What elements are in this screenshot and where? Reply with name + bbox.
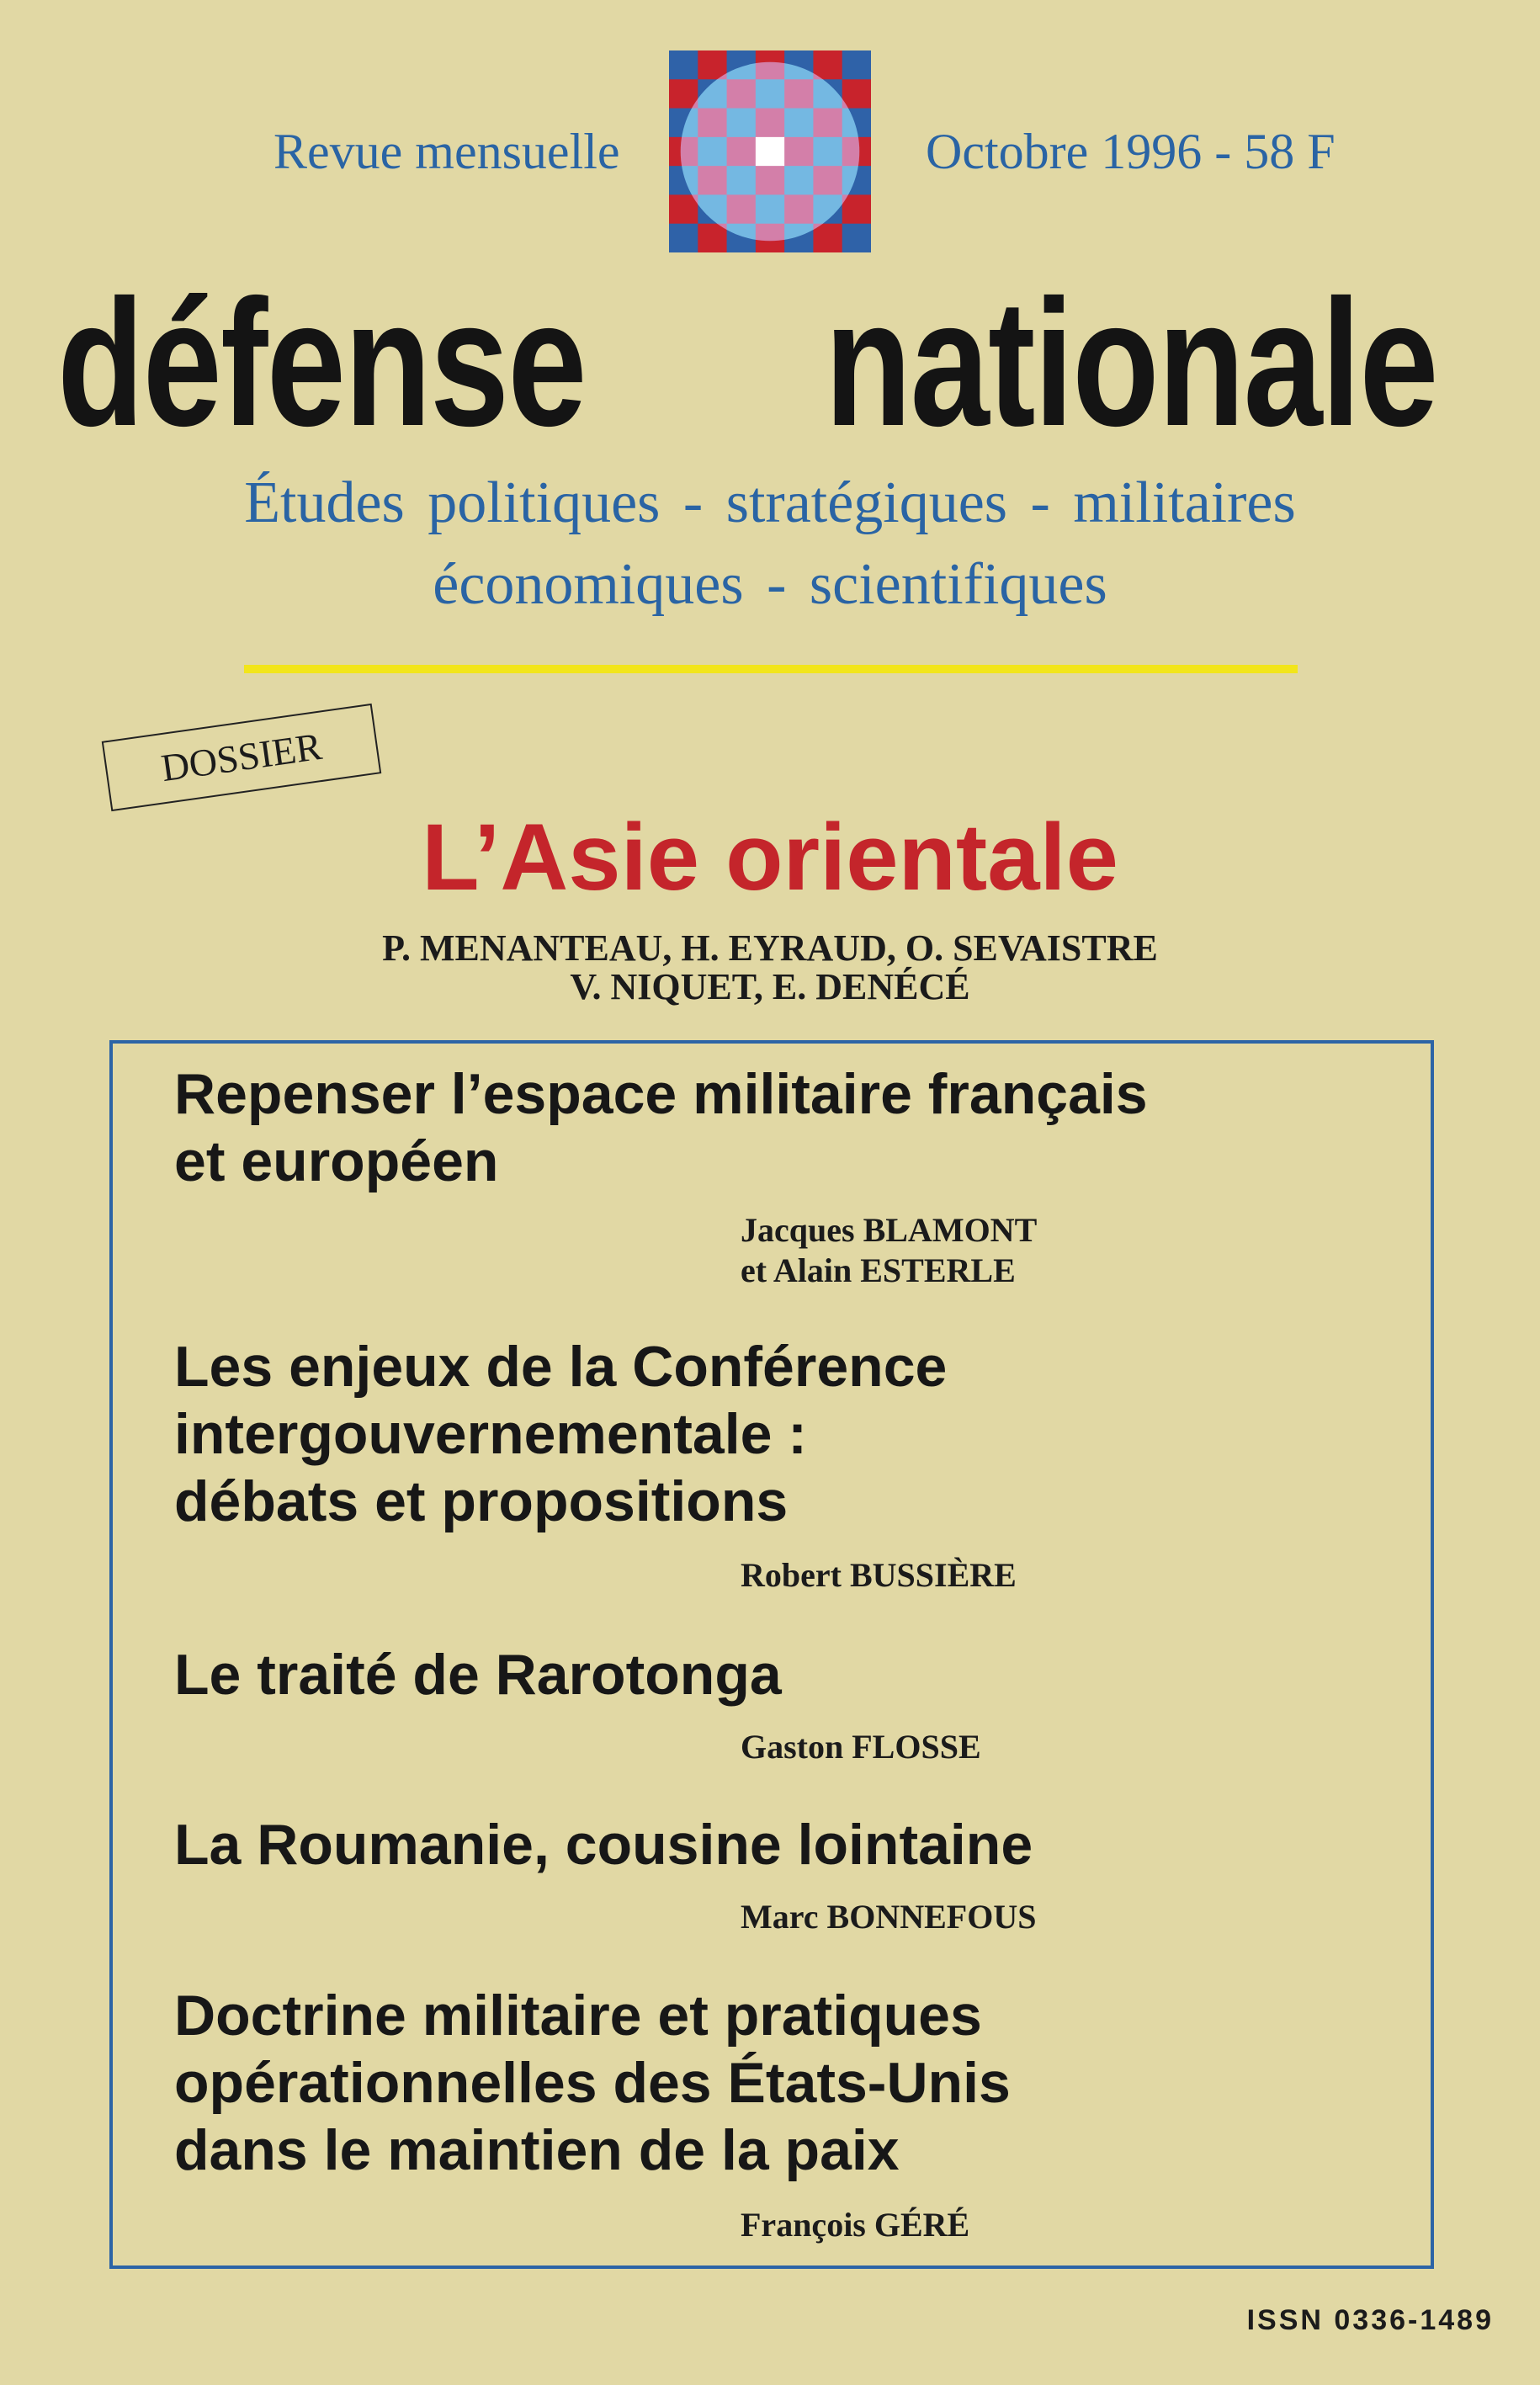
logo-outer-square [813,224,842,252]
article-3-authors [741,1727,981,1767]
article-title-line: Doctrine militaire et pratiques [174,1984,982,2048]
issn-number: ISSN 0336-1489 [1246,2304,1494,2336]
article-1-title [174,1060,1148,1195]
dossier-label: DOSSIER [102,704,382,811]
logo-inner-square [784,109,814,138]
article-title-line: Repenser l’espace militaire français [174,1062,1148,1126]
masthead [0,263,1540,464]
article-title-line: débats et propositions [174,1469,789,1533]
article-author-line: Gaston FLOSSE [741,1728,981,1766]
article-2-authors [741,1555,1017,1596]
logo-outer-square [842,79,871,109]
article-5-authors [741,2205,969,2245]
logo-inner-square [784,137,814,167]
article-title-line: Les enjeux de la Conférence [174,1335,948,1399]
logo-inner-square [784,166,814,195]
article-author-line: Marc BONNEFOUS [741,1898,1037,1936]
logo-outer-square [669,50,698,80]
dossier-authors-line-1: P. MENANTEAU, H. EYRAUD, O. SEVAISTRE [382,927,1158,969]
logo-inner-square [784,194,814,224]
logo-inner-square [727,166,757,195]
article-4-authors [741,1897,1036,1937]
logo-inner-square [756,194,785,224]
logo-outer-square [698,224,727,252]
checkered-circle-logo-icon [669,50,871,252]
logo-outer-square [669,224,698,252]
article-4-title [174,1811,1033,1878]
article-title-line: Le traité de Rarotonga [174,1643,782,1707]
logo-inner-square [756,79,785,109]
logo-inner-square [756,109,785,138]
logo-outer-square [669,194,698,224]
yellow-divider [244,665,1298,673]
article-title-line: La Roumanie, cousine lointaine [174,1813,1033,1877]
subtitle-line-1: Études politiques - stratégiques - militaires [244,470,1296,535]
article-author-line: et Alain ESTERLE [741,1251,1016,1289]
masthead-word-nationale: nationale [825,263,1437,464]
logo-inner-square [698,109,727,138]
article-author-line: Jacques BLAMONT [741,1211,1038,1249]
logo-inner-square [784,79,814,109]
logo-inner-square [813,109,842,138]
logo-inner-square [813,137,842,167]
article-author-line: Robert BUSSIÈRE [741,1556,1017,1594]
masthead-word-defense: défense [57,263,586,464]
logo-inner-square [756,137,785,167]
issue-date-price: Octobre 1996 - 58 F [926,124,1336,179]
article-author-line: François GÉRÉ [741,2206,970,2244]
logo-inner-square [698,137,727,167]
logo-outer-square [842,224,871,252]
logo-inner-square [727,194,757,224]
article-3-title [174,1641,782,1708]
logo-inner-square [698,166,727,195]
article-2-title [174,1333,947,1535]
publication-frequency: Revue mensuelle [273,124,620,179]
logo-outer-square [813,50,842,80]
article-title-line: dans le maintien de la paix [174,2118,900,2182]
logo-inner-square [756,166,785,195]
logo-outer-square [842,194,871,224]
logo-inner-square [813,166,842,195]
logo-inner-square [727,79,757,109]
dossier-title: L’Asie orientale [422,805,1118,910]
logo-outer-square [842,50,871,80]
logo-inner-square [727,109,757,138]
article-title-line: intergouvernementale : [174,1402,807,1466]
article-1-authors [741,1210,1037,1291]
article-title-line: opérationnelles des États-Unis [174,2051,1011,2115]
article-5-title [174,1982,1011,2184]
dossier-authors-line-2: V. NIQUET, E. DENÉCÉ [570,966,970,1007]
logo-inner-square [727,137,757,167]
subtitle-line-2: économiques - scientifiques [433,552,1107,617]
article-title-line: et européen [174,1129,499,1193]
